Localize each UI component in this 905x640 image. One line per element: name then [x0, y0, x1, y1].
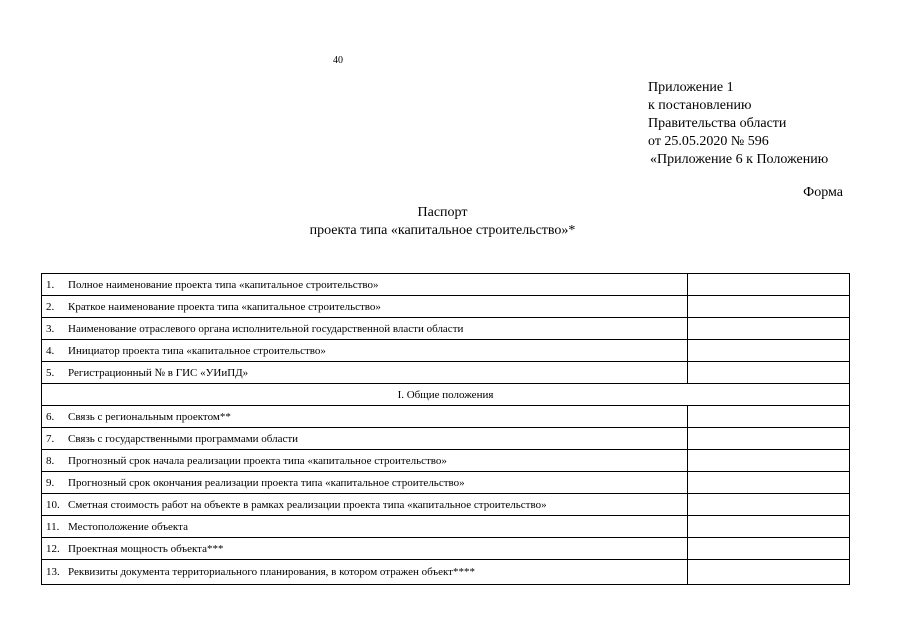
row-label: Реквизиты документа территориального планирования, в котором отражен объект**** — [68, 566, 475, 578]
table-row — [42, 472, 850, 494]
passport-table — [41, 273, 850, 585]
table-row — [42, 318, 850, 340]
row-number: 12. — [46, 542, 60, 555]
row-value-cell[interactable] — [687, 494, 849, 516]
table-row — [42, 274, 850, 296]
row-number: 5. — [46, 366, 55, 379]
row-value-cell[interactable] — [687, 362, 849, 384]
row-value-cell[interactable] — [687, 538, 849, 560]
row-label-cell — [42, 318, 688, 340]
row-label: Связь с государственными программами области — [68, 432, 299, 445]
form-label: Форма — [803, 185, 843, 200]
table-row — [42, 560, 850, 585]
row-value-cell[interactable] — [687, 560, 849, 585]
section-header: I. Общие положения — [42, 384, 850, 406]
table-row — [42, 340, 850, 362]
row-label: Прогнозный срок окончания реализации проекта типа «капитальное строительство» — [68, 476, 465, 489]
appendix-header — [648, 79, 828, 169]
table-row — [42, 450, 850, 472]
row-number: 1. — [46, 278, 55, 291]
table-row — [42, 296, 850, 318]
row-value-cell[interactable] — [687, 450, 849, 472]
row-label: Инициатор проекта типа «капитальное строительство» — [68, 344, 326, 357]
row-label-cell — [42, 494, 688, 516]
row-label: Прогнозный срок начала реализации проекта типа «капитальное строительство» — [68, 454, 447, 467]
table-row — [42, 494, 850, 516]
row-value-cell[interactable] — [687, 406, 849, 428]
row-number: 10. — [46, 498, 60, 511]
row-label: Регистрационный № в ГИС «УИиПД» — [68, 366, 249, 379]
row-label-cell — [42, 450, 688, 472]
table-row — [42, 516, 850, 538]
row-value-cell[interactable] — [687, 274, 849, 296]
row-label: Полное наименование проекта типа «капитальное строительство» — [68, 278, 379, 291]
row-value-cell[interactable] — [687, 296, 849, 318]
row-label-cell — [42, 340, 688, 362]
row-number: 2. — [46, 300, 55, 313]
appendix-line-4: от 25.05.2020 № 596 — [648, 134, 769, 149]
row-label: Наименование отраслевого органа исполнительной государственной власти области — [68, 322, 464, 335]
row-value-cell[interactable] — [687, 340, 849, 362]
table-row — [42, 538, 850, 560]
row-label-cell — [42, 428, 688, 450]
table-row — [42, 428, 850, 450]
appendix-line-3: Правительства области — [648, 116, 787, 131]
row-number: 8. — [46, 454, 55, 467]
row-label-cell — [42, 274, 688, 296]
appendix-line-2: к постановлению — [648, 98, 752, 113]
row-label-cell — [42, 472, 688, 494]
row-label-cell — [42, 538, 688, 560]
row-number: 9. — [46, 476, 55, 489]
title-line-2: проекта типа «капитальное строительство»* — [309, 223, 576, 238]
row-label: Связь с региональным проектом** — [68, 410, 231, 423]
appendix-line-5: «Приложение 6 к Положению — [650, 152, 829, 167]
row-value-cell[interactable] — [687, 472, 849, 494]
row-value-cell[interactable] — [687, 516, 849, 538]
row-label-cell — [42, 516, 688, 538]
row-number: 13. — [46, 566, 60, 578]
page-number: 40 — [333, 55, 343, 66]
row-number: 11. — [46, 520, 60, 533]
table-row — [42, 406, 850, 428]
appendix-line-1: Приложение 1 — [648, 80, 734, 95]
row-label-cell — [42, 560, 688, 585]
row-value-cell[interactable] — [687, 318, 849, 340]
row-label: Краткое наименование проекта типа «капитальное строительство» — [68, 300, 381, 313]
row-label-cell — [42, 406, 688, 428]
row-value-cell[interactable] — [687, 428, 849, 450]
row-label: Проектная мощность объекта*** — [68, 542, 224, 555]
row-number: 7. — [46, 432, 55, 445]
row-number: 3. — [46, 322, 55, 335]
row-label-cell — [42, 296, 688, 318]
row-number: 4. — [46, 344, 55, 357]
row-number: 6. — [46, 410, 55, 423]
document-title — [0, 204, 905, 240]
row-label-cell — [42, 362, 688, 384]
section-header-row — [42, 384, 850, 406]
title-line-1: Паспорт — [417, 205, 468, 220]
row-label: Местоположение объекта — [68, 520, 188, 533]
row-label: Сметная стоимость работ на объекте в рамках реализации проекта типа «капитальное строительство» — [68, 498, 547, 511]
table-row — [42, 362, 850, 384]
